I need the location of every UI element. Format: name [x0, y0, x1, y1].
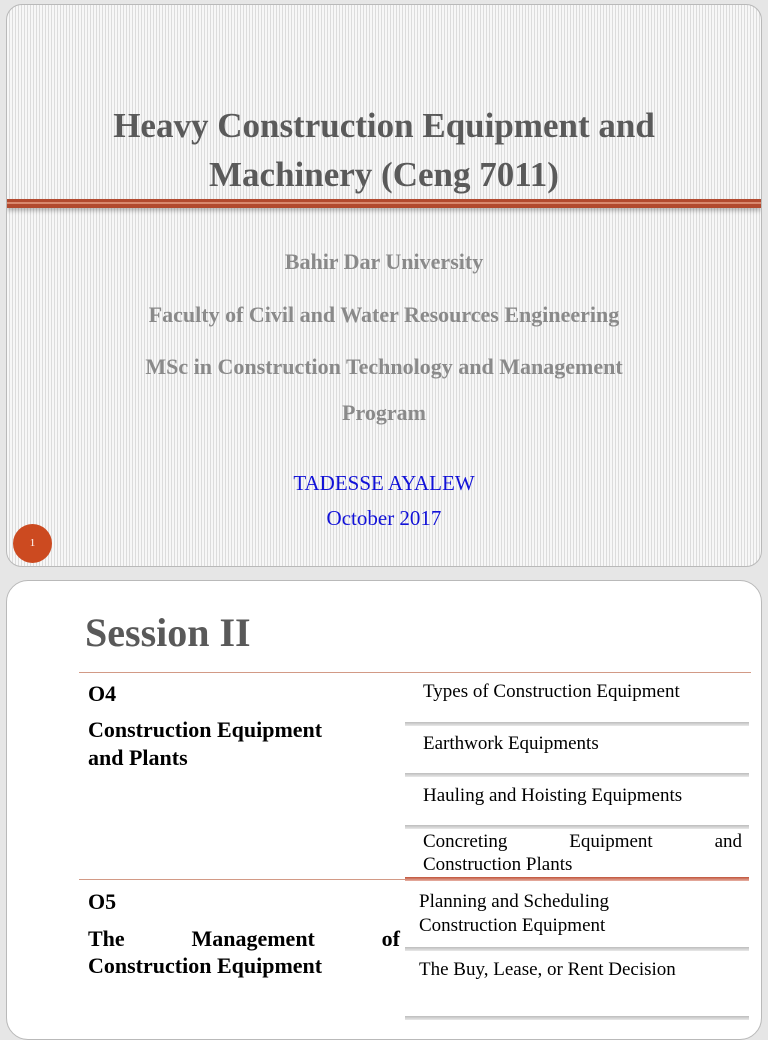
- list-item: Construction Equipment: [419, 915, 606, 936]
- section-o5-word: Management: [191, 926, 315, 951]
- course-title-line2: Machinery (Ceng 7011): [209, 155, 559, 194]
- section-o5-word: of: [381, 926, 400, 951]
- item-divider: [405, 877, 749, 881]
- list-item: Planning and Scheduling: [419, 891, 609, 912]
- list-item: The Buy, Lease, or Rent Decision: [419, 959, 676, 980]
- university-name: Bahir Dar University: [284, 249, 484, 274]
- list-item: Earthwork Equipments: [423, 733, 599, 754]
- section-code-o4: O4: [88, 681, 117, 706]
- section-o4-label-line2: and Plants: [88, 745, 188, 770]
- course-title: [7, 101, 761, 199]
- list-item: Types of Construction Equipment: [423, 681, 680, 702]
- list-item: Concreting Equipment and: [423, 831, 742, 852]
- section-divider: [79, 879, 405, 880]
- item-divider: [405, 773, 749, 777]
- table-top-divider: [79, 672, 751, 673]
- author-name: TADESSE AYALEW: [293, 471, 475, 495]
- presentation-date: October 2017: [326, 506, 442, 530]
- course-title-line1: Heavy Construction Equipment and: [113, 106, 655, 145]
- section-o5-label-line1: [88, 925, 400, 952]
- program-line2: Program: [342, 400, 426, 425]
- section-code-o5: O5: [88, 889, 117, 914]
- list-item: Construction Plants: [423, 854, 573, 875]
- item-divider: [405, 722, 749, 726]
- slide-number-badge: 1: [13, 524, 52, 563]
- section-o5-label-line2: Construction Equipment: [88, 953, 323, 978]
- title-slide: [6, 4, 762, 567]
- section-o5-word: The: [88, 926, 125, 951]
- item-divider: [405, 947, 749, 951]
- item-divider: [405, 1016, 749, 1020]
- session-title: Session II: [85, 610, 251, 655]
- section-o4-label-line1: Construction Equipment: [88, 717, 323, 742]
- list-item: Hauling and Hoisting Equipments: [423, 785, 683, 806]
- title-divider: [7, 199, 761, 208]
- item-divider: [405, 825, 749, 829]
- session-slide: [6, 580, 762, 1040]
- faculty-name: Faculty of Civil and Water Resources Engineering: [148, 302, 620, 327]
- program-line1: MSc in Construction Technology and Management: [145, 354, 623, 379]
